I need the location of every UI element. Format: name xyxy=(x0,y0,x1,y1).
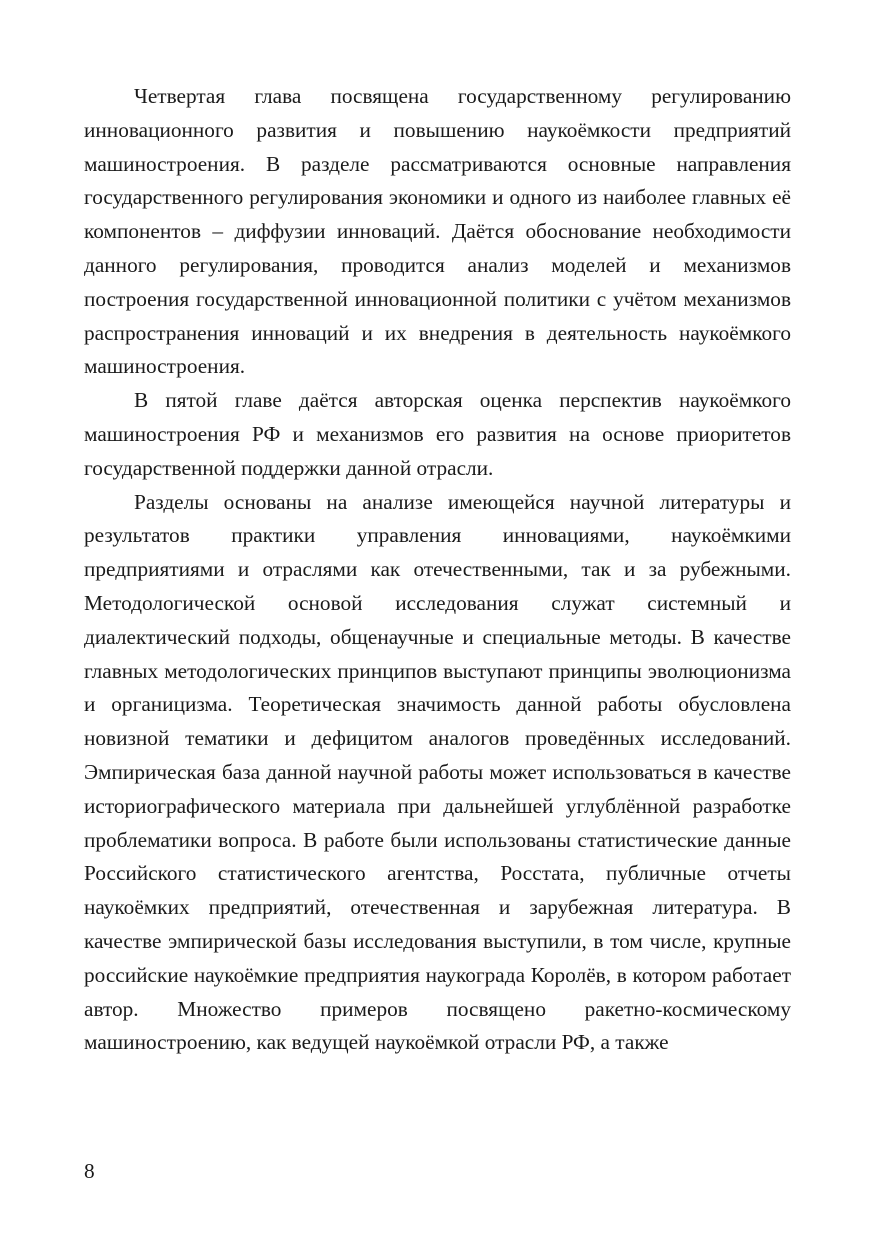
page-body xyxy=(84,80,791,1060)
page-number: 8 xyxy=(84,1159,95,1183)
paragraph-methodology: Разделы основаны на анализе имеющейся научной литературы и результатов практики управления инновациями, наукоёмкими предприятиями и отраслями как отечественными, так и за рубежными. Методологической основой исследования служат системный и диалектический подходы, общенаучные и специальные методы. В качестве главных методологических принципов выступают принципы эволюционизма и органицизма. Теоретическая значимость данной работы обусловлена новизной тематики и дефицитом аналогов проведённых исследований. Эмпирическая база данной научной работы может использоваться в качестве историографического материала при дальнейшей углублённой разработке проблематики вопроса. В работе были использованы статистические данные Российского статистического агентства, Росстата, публичные отчеты наукоёмких предприятий, отечественная и зарубежная литература. В качестве эмпирической базы исследования выступили, в том числе, крупные российские наукоёмкие предприятия наукограда Королёв, в котором работает автор. Множество примеров посвящено ракетно-космическому машиностроению, как ведущей наукоёмкой отрасли РФ, а также xyxy=(84,489,791,1055)
paragraph-chapter-four: Четвертая глава посвящена государственному регулированию инновационного развития и повышению наукоёмкости предприятий машиностроения. В разделе рассматриваются основные направления государственного регулирования экономики и одного из наиболее главных её компонентов – диффузии инноваций. Даётся обоснование необходимости данного регулирования, проводится анализ моделей и механизмов построения государственной инновационной политики с учётом механизмов распространения инноваций и их внедрения в деятельность наукоёмкого машиностроения. xyxy=(84,84,791,379)
paragraph-chapter-five: В пятой главе даётся авторская оценка перспектив наукоёмкого машиностроения РФ и механизмов его развития на основе приоритетов государственной поддержки данной отрасли. xyxy=(84,388,791,480)
